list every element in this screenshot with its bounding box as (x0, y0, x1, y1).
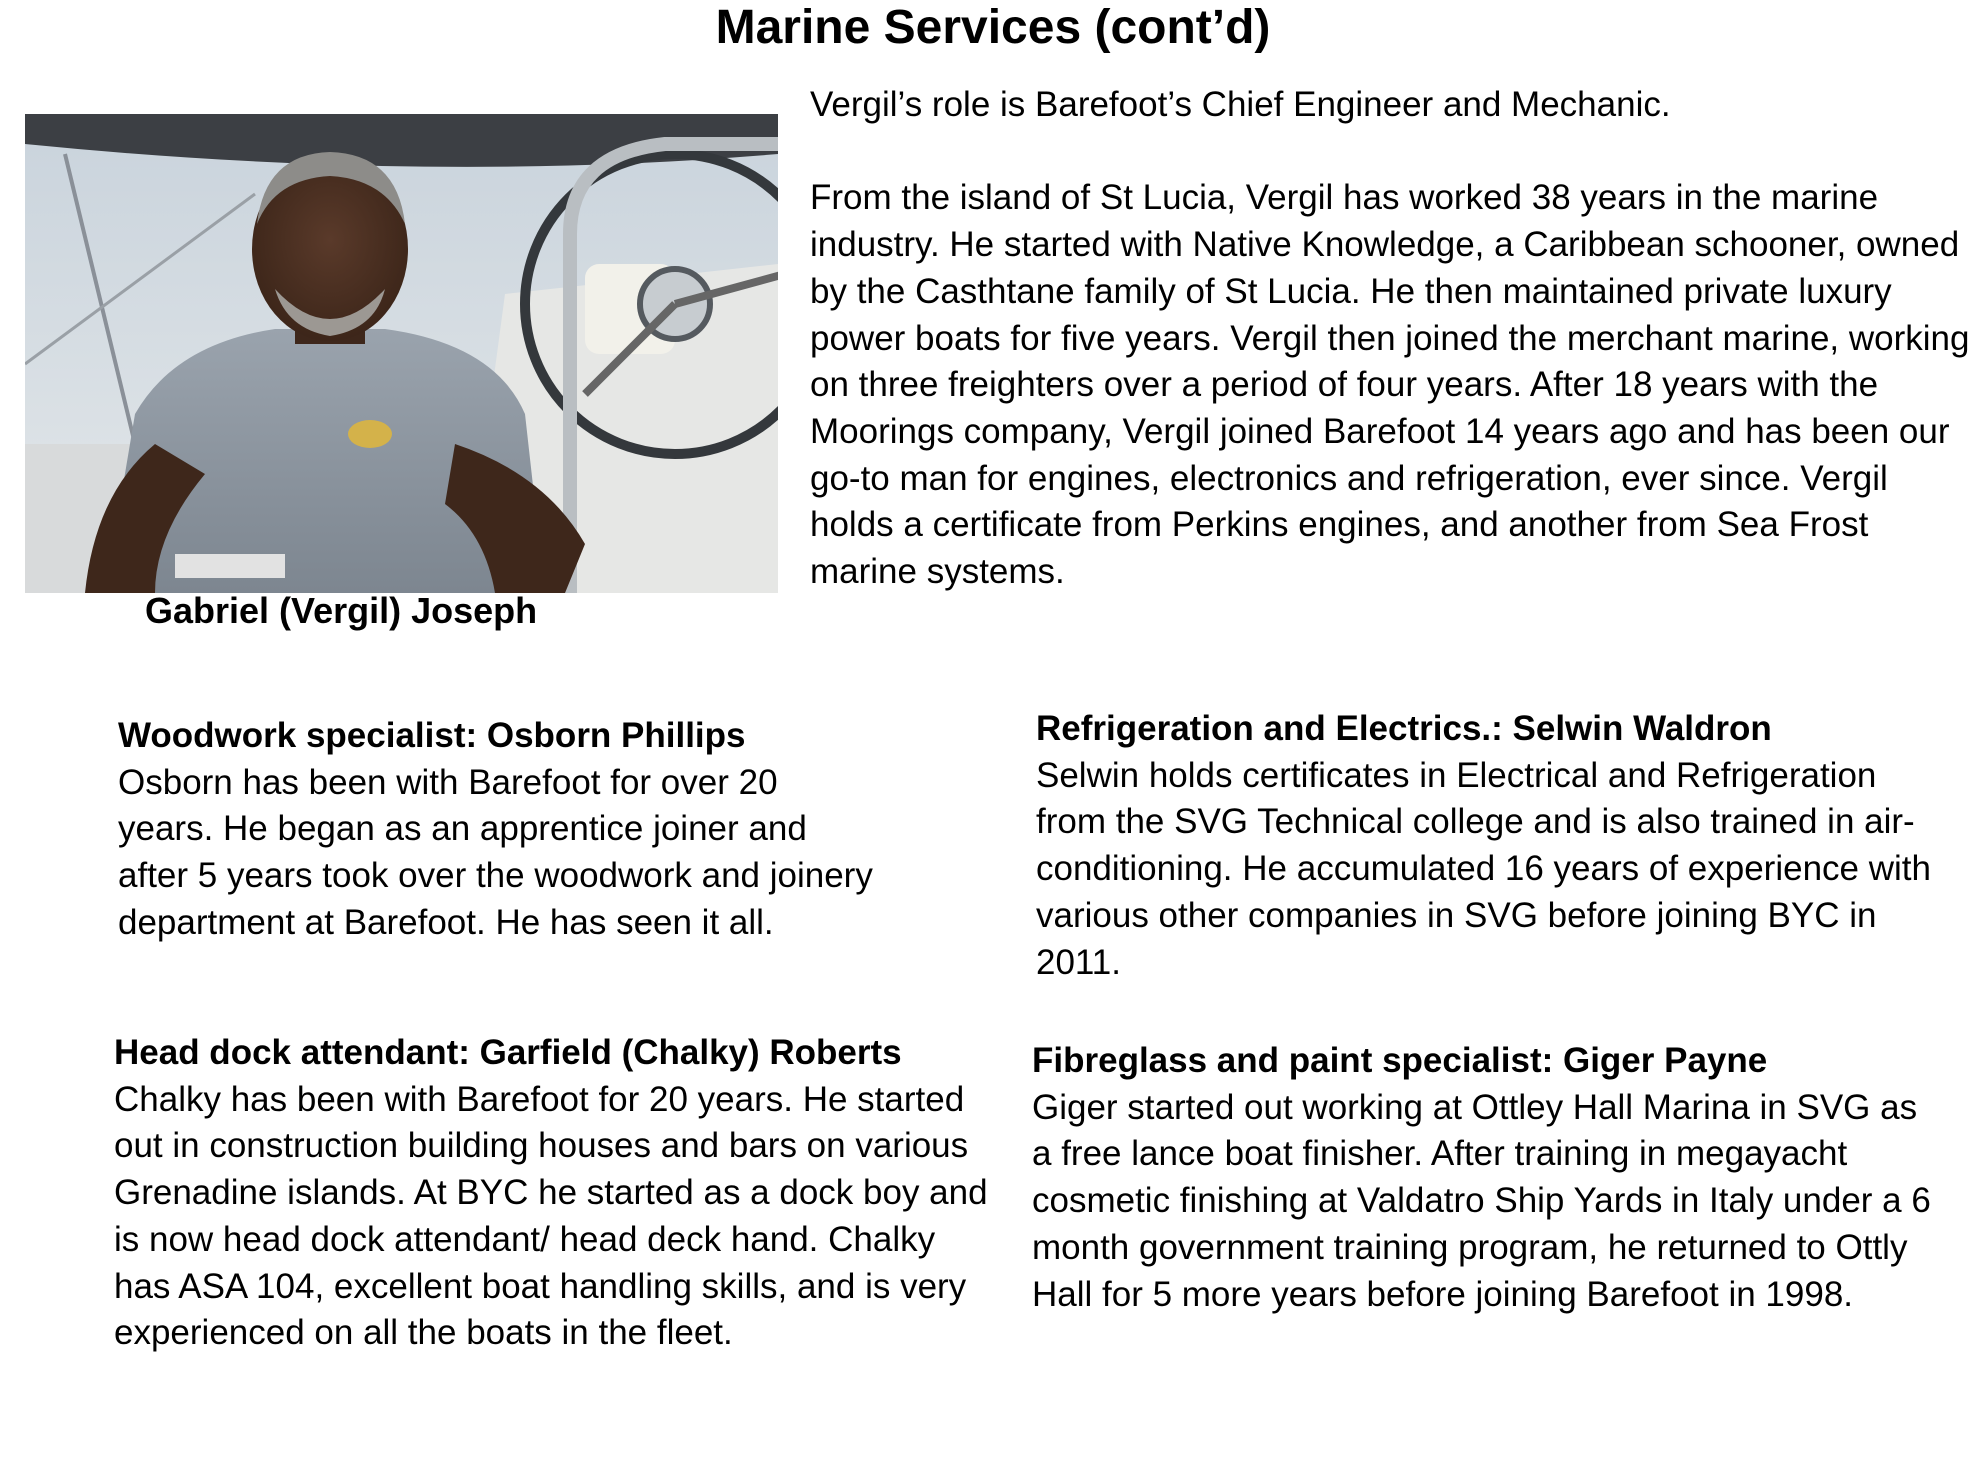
staff-heading: Fibreglass and paint specialist: Giger Payne (1032, 1041, 1768, 1080)
staff-description: Chalky has been with Barefoot for 20 years. He started out in construction building houses and bars on various Grenadine islands. At BYC he started as a dock boy and is now head dock attendant/ head deck hand. Chalky has ASA 104, excellent boat handling skills, and is very experienced on all the boats in the fleet. (114, 1079, 988, 1353)
staff-bio-osborn (118, 713, 878, 947)
photo-caption: Gabriel (Vergil) Joseph (145, 590, 538, 631)
paragraph-gap (810, 129, 1980, 176)
staff-bio-giger (1032, 1038, 1932, 1318)
featured-intro (810, 82, 1980, 596)
vergil-photo (25, 114, 778, 593)
staff-heading: Head dock attendant: Garfield (Chalky) Roberts (114, 1033, 902, 1072)
staff-description: Giger started out working at Ottley Hall Marina in SVG as a free lance boat finisher. After training in megayacht cosmetic finishing at Valdatro Ship Yards in Italy under a 6 month government training program, he returned to Ottly Hall for 5 more years before joining Barefoot in 1998. (1032, 1087, 1931, 1314)
portrait-image (25, 114, 778, 593)
staff-description: Osborn has been with Barefoot for over 20 years. He began as an apprentice joiner and after 5 years took over the woodwork and joinery department at Barefoot. He has seen it all. (118, 762, 873, 942)
staff-bio-selwin (1036, 706, 1956, 986)
staff-bio-chalky (114, 1030, 994, 1357)
staff-heading: Woodwork specialist: Osborn Phillips (118, 716, 746, 755)
staff-heading: Refrigeration and Electrics.: Selwin Waldron (1036, 709, 1772, 748)
featured-description: From the island of St Lucia, Vergil has worked 38 years in the marine industry. He started with Native Knowledge, a Caribbean schooner, owned by the Casthtane family of St Lucia. He then maintained private luxury power boats for five years. Vergil then joined the merchant marine, working on three freighters over a period of four years. After 18 years with the Moorings company, Vergil joined Barefoot 14 years ago and has been our go-to man for engines, electronics and refrigeration, ever since. Vergil holds a certificate from Perkins engines, and another from Sea Frost marine systems. (810, 178, 1970, 592)
page-title: Marine Services (cont’d) (715, 1, 1271, 54)
role-line: Vergil’s role is Barefoot’s Chief Engineer and Mechanic. (810, 85, 1671, 124)
staff-description: Selwin holds certificates in Electrical and Refrigeration from the SVG Technical college and is also trained in air-conditioning. He accumulated 16 years of experience with various other companies in SVG before joining BYC in 2011. (1036, 755, 1931, 982)
